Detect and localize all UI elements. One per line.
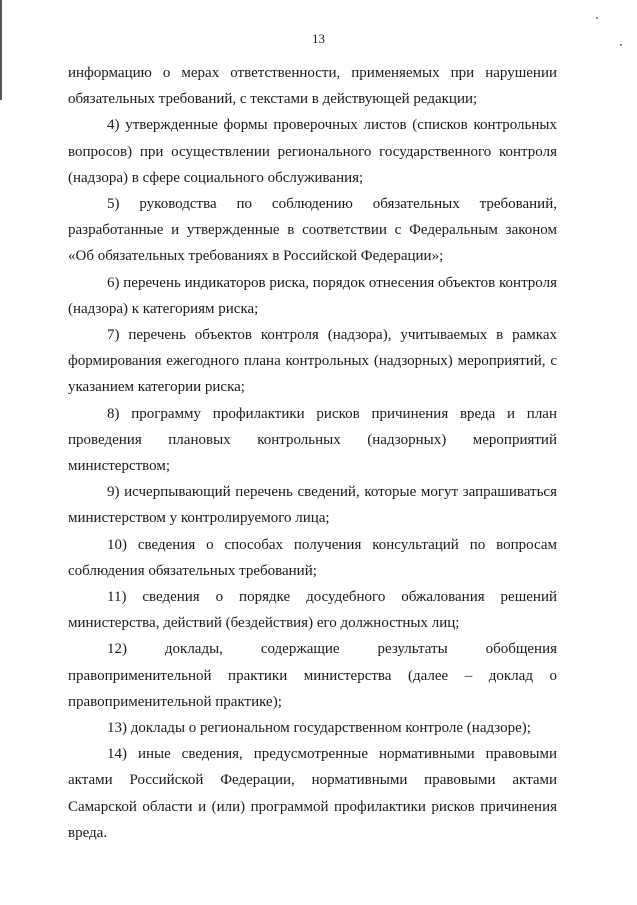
list-item-8: 8) программу профилактики рисков причинения вреда и план проведения плановых контрольных (надзорных) мероприятий министерством; <box>68 405 557 475</box>
body-text <box>68 60 557 846</box>
list-item-10: 10) сведения о способах получения консультаций по вопросам соблюдения обязательных требований; <box>68 536 557 579</box>
list-item-6: 6) перечень индикаторов риска, порядок отнесения объектов контроля (надзора) к категориям риска; <box>68 274 557 317</box>
list-item-11: 11) сведения о порядке досудебного обжалования решений министерства, действий (бездействия) его должностных лиц; <box>68 589 557 632</box>
list-item-7: 7) перечень объектов контроля (надзора), учитываемых в рамках формирования ежегодного плана контрольных (надзорных) мероприятий, с указанием категории риска; <box>68 327 557 396</box>
list-item-12: 12) доклады, содержащие результаты обобщения правоприменительной практики министерства (далее – доклад о правоприменительной практике); <box>68 641 557 710</box>
paragraph: информацию о мерах ответственности, применяемых при нарушении обязательных требований, с текстами в действующей редакции; <box>68 65 557 108</box>
list-item-4: 4) утвержденные формы проверочных листов (списков контрольных вопросов) при осуществлении регионального государственного контроля (надзора) в сфере социального обслуживания; <box>68 117 557 186</box>
list-item-5: 5) руководства по соблюдению обязательных требований, разработанные и утвержденные в соответствии с Федеральным законом «Об обязательных требованиях в Российской Федерации»; <box>68 196 557 265</box>
list-item-14: 14) иные сведения, предусмотренные нормативными правовыми актами Российской Федерации, нормативными правовыми актами Самарской области и (или) программой профилактики рисков причинения вреда. <box>68 746 557 841</box>
scan-speck <box>596 17 598 19</box>
scan-edge-mark <box>0 0 2 100</box>
list-item-9: 9) исчерпывающий перечень сведений, которые могут запрашиваться министерством у контролируемого лица; <box>68 484 557 527</box>
list-item-13: 13) доклады о региональном государственном контроле (надзоре); <box>107 720 531 737</box>
page-number: 13 <box>312 31 325 46</box>
